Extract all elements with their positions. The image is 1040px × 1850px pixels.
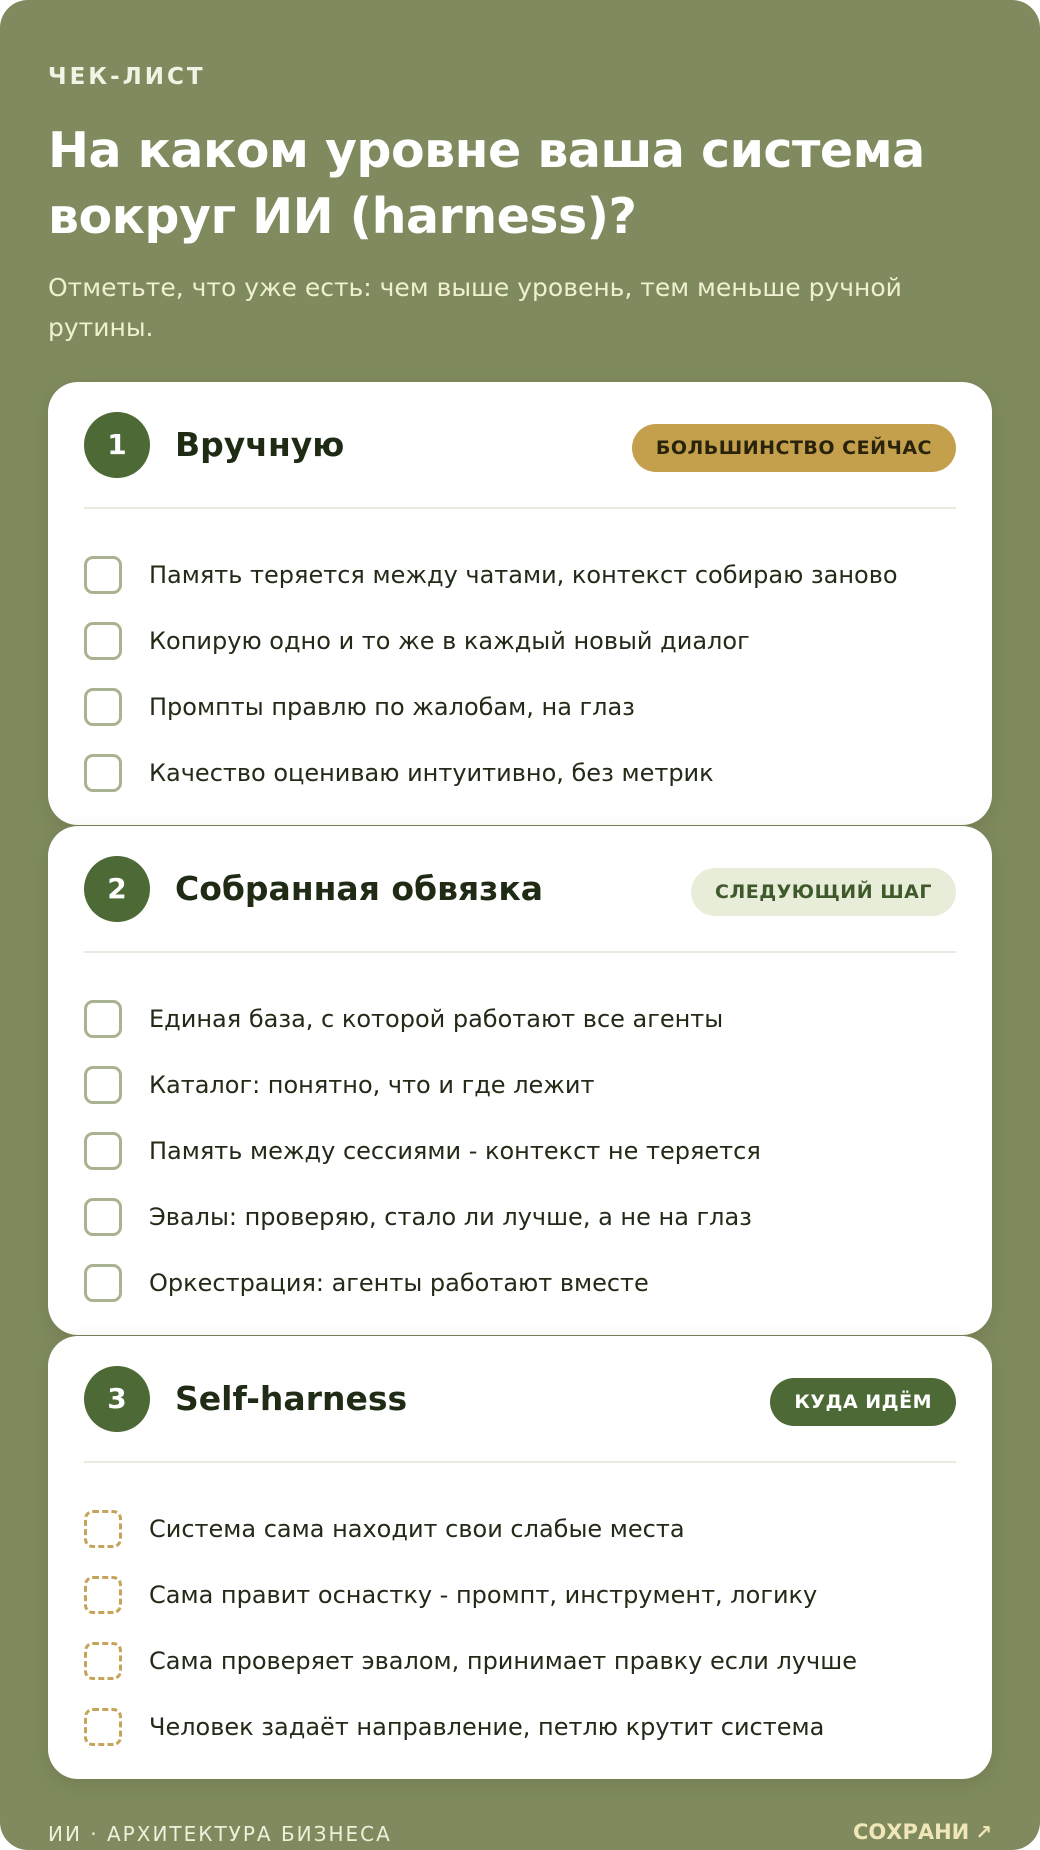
checkbox-dashed[interactable] <box>84 1708 122 1746</box>
checklist-item-label: Память между сессиями - контекст не теряется <box>149 1137 761 1165</box>
checkbox[interactable] <box>84 1066 122 1104</box>
checklist-items <box>84 953 956 1316</box>
checklist-item-label: Качество оцениваю интуитивно, без метрик <box>149 759 714 787</box>
checklist-item-label: Память теряется между чатами, контекст собираю заново <box>149 561 898 589</box>
checklist-item-label: Промпты правлю по жалобам, на глаз <box>149 693 635 721</box>
checkbox[interactable] <box>84 688 122 726</box>
checklist-item[interactable] <box>84 986 956 1052</box>
checklist-item[interactable] <box>84 608 956 674</box>
checkbox[interactable] <box>84 1198 122 1236</box>
checklist-item[interactable] <box>84 1118 956 1184</box>
level-title: Self-harness <box>175 1379 408 1418</box>
checkbox[interactable] <box>84 1132 122 1170</box>
level-header <box>84 382 956 509</box>
level-card-1 <box>48 382 992 825</box>
save-link[interactable] <box>853 1820 992 1844</box>
checkbox-dashed[interactable] <box>84 1576 122 1614</box>
level-number-badge: 1 <box>84 412 150 478</box>
level-title: Вручную <box>175 425 345 464</box>
checklist-items <box>84 509 956 806</box>
arrow-up-right-icon: ↗ <box>975 1820 992 1844</box>
checklist-item[interactable] <box>84 1496 956 1562</box>
checklist-item-label: Оркестрация: агенты работают вместе <box>149 1269 649 1297</box>
level-number-badge: 3 <box>84 1366 150 1432</box>
checklist-item-label: Эвалы: проверяю, стало ли лучше, а не на глаз <box>149 1203 752 1231</box>
checkbox[interactable] <box>84 754 122 792</box>
checkbox[interactable] <box>84 556 122 594</box>
checklist-item[interactable] <box>84 740 956 806</box>
footer-brand: ИИ · АРХИТЕКТУРА БИЗНЕСА <box>48 1822 392 1846</box>
checkbox[interactable] <box>84 1264 122 1302</box>
status-badge: БОЛЬШИНСТВО СЕЙЧАС <box>632 424 956 472</box>
checklist-items <box>84 1463 956 1760</box>
checklist-item-label: Сама проверяет эвалом, принимает правку если лучше <box>149 1647 857 1675</box>
checklist-item[interactable] <box>84 1694 956 1760</box>
checklist-item-label: Копирую одно и то же в каждый новый диалог <box>149 627 750 655</box>
checklist-item-label: Сама правит оснастку - промпт, инструмент, логику <box>149 1581 818 1609</box>
checklist-item[interactable] <box>84 1052 956 1118</box>
level-card-3 <box>48 1336 992 1779</box>
level-header <box>84 826 956 953</box>
checklist-item-label: Человек задаёт направление, петлю крутит система <box>149 1713 825 1741</box>
level-title: Собранная обвязка <box>175 869 543 908</box>
checklist-item[interactable] <box>84 1184 956 1250</box>
checklist-item-label: Каталог: понятно, что и где лежит <box>149 1071 595 1099</box>
page-subtitle: Отметьте, что уже есть: чем выше уровень, тем меньше ручной рутины. <box>48 273 902 342</box>
checklist-item-label: Система сама находит свои слабые места <box>149 1515 685 1543</box>
checkbox-dashed[interactable] <box>84 1642 122 1680</box>
page-title: На каком уровне ваша система вокруг ИИ (harness)? <box>48 122 925 245</box>
level-header <box>84 1336 956 1463</box>
save-label: СОХРАНИ <box>852 1820 970 1844</box>
checklist-item[interactable] <box>84 674 956 740</box>
level-card-2 <box>48 826 992 1335</box>
eyebrow-label: ЧЕК-ЛИСТ <box>48 64 206 90</box>
status-badge: КУДА ИДЁМ <box>770 1378 956 1426</box>
checklist-item[interactable] <box>84 1628 956 1694</box>
checklist-item[interactable] <box>84 1250 956 1316</box>
checkbox-dashed[interactable] <box>84 1510 122 1548</box>
level-number-badge: 2 <box>84 856 150 922</box>
checkbox[interactable] <box>84 622 122 660</box>
checkbox[interactable] <box>84 1000 122 1038</box>
checklist-item[interactable] <box>84 1562 956 1628</box>
status-badge: СЛЕДУЮЩИЙ ШАГ <box>691 868 956 916</box>
checklist-item-label: Единая база, с которой работают все агенты <box>149 1005 724 1033</box>
checklist-item[interactable] <box>84 542 956 608</box>
